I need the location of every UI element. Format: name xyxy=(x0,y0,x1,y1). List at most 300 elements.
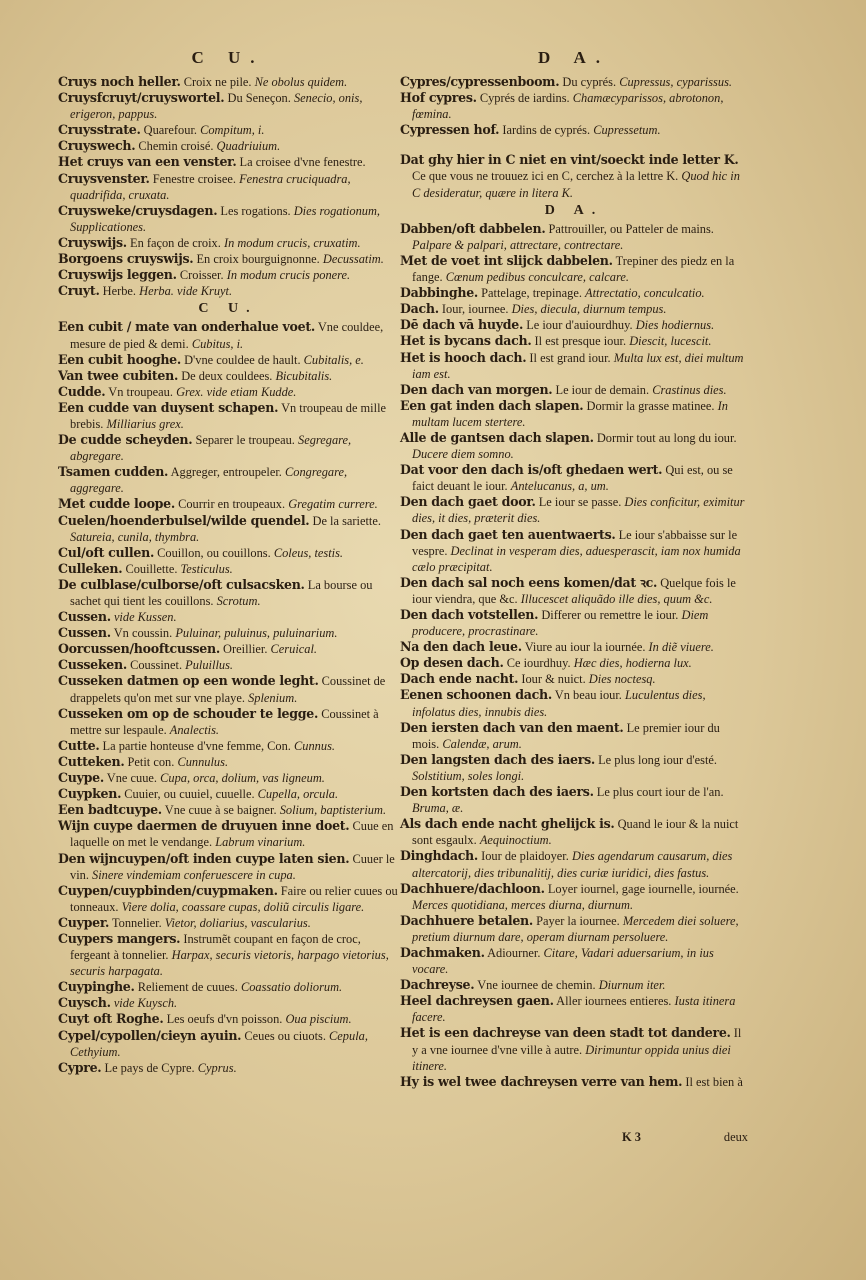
dictionary-entry xyxy=(58,657,398,673)
entry-latin: Milliarius grex. xyxy=(106,416,184,431)
left-subheader: C U. xyxy=(198,301,258,317)
entry-headword: Den dach van morgen. xyxy=(400,381,553,397)
entry-headword: Het is bycans dach. xyxy=(400,333,532,349)
dictionary-entry xyxy=(58,770,398,786)
dictionary-entry xyxy=(400,687,748,719)
entry-french: Coussinet à mettre sur lespaule. xyxy=(70,706,379,737)
dictionary-entry xyxy=(400,993,748,1025)
entry-headword: Cuysch. xyxy=(58,995,111,1011)
entry-french: Le pays de Cypre. xyxy=(104,1060,195,1075)
entry-headword: Cruysweke/cruysdagen. xyxy=(58,202,218,218)
entry-headword: Cusseken datmen op een wonde leght. xyxy=(58,673,319,689)
entry-latin: In modum crucis, cruxatim. xyxy=(223,235,361,250)
left-column-header: C U. xyxy=(191,48,265,67)
entry-french: Loyer iournel, gage iournelle, iournée. xyxy=(547,881,739,896)
entry-latin: Merces quotidiana, merces diurna, diurnum. xyxy=(412,897,634,912)
dictionary-entry xyxy=(400,350,748,382)
right-column xyxy=(400,48,748,1090)
dictionary-entry xyxy=(400,1074,748,1090)
dictionary-entry xyxy=(400,527,748,575)
entry-french: Ceues ou ciuots. xyxy=(244,1028,326,1043)
entry-french: Iardins de cyprés. xyxy=(502,123,591,138)
entry-latin: Diurnum iter. xyxy=(598,978,666,993)
entry-french: Tonnelier. xyxy=(111,915,162,930)
entry-french: Croisser. xyxy=(179,268,224,283)
dictionary-entry xyxy=(58,1011,398,1027)
dictionary-entry xyxy=(58,368,398,384)
entry-latin: In modum crucis ponere. xyxy=(226,268,351,283)
entry-headword: Cruysstrate. xyxy=(58,122,141,138)
entry-latin: Grex. vide etiam Kudde. xyxy=(176,384,297,399)
entry-headword: Den wijncuypen/oft inden cuype laten sien. xyxy=(58,850,350,866)
entry-headword: Een badtcuype. xyxy=(58,802,162,818)
entry-latin: Illucescet aliquãdo ille dies, quum &c. xyxy=(520,591,713,606)
right-column-header: D A. xyxy=(537,48,611,67)
entry-latin: Diem producere, procrastinare. xyxy=(412,608,709,639)
dictionary-entry xyxy=(400,122,748,138)
dictionary-entry xyxy=(58,138,398,154)
entry-latin: Puluillus. xyxy=(185,658,234,673)
entry-headword: Cuypinghe. xyxy=(58,979,135,995)
entry-headword: Den dach gaet door. xyxy=(400,494,536,510)
entry-latin: Coleus, testis. xyxy=(273,545,344,560)
dictionary-entry xyxy=(58,802,398,818)
cross-reference-note: Dat ghy hier in C niet en vint/soeckt inde letter K. Ce que vous ne trouuez ici en C, cerchez à la lettre K. Quod hic in C desideratur, quære in litera K. xyxy=(400,152,740,200)
entry-latin: vide Kuysch. xyxy=(113,996,178,1011)
entry-headword: Het is een dachreyse van deen stadt tot dandere. xyxy=(400,1025,731,1041)
dictionary-entry xyxy=(58,979,398,995)
entry-latin: Aequinoctium. xyxy=(479,833,552,848)
entry-headword: Cutteken. xyxy=(58,753,125,769)
entry-french: Adiourner. xyxy=(487,945,541,960)
entry-latin: Dies agendarum causarum, dies altercatorij, dies tribunalitij, dies curiæ iuridici, dies fastus. xyxy=(412,849,733,880)
entry-latin: Viere dolia, coassare cupas, doliũ circulis ligare. xyxy=(121,899,365,914)
dictionary-entry xyxy=(400,382,748,398)
catchword: deux xyxy=(723,1130,748,1144)
dictionary-entry xyxy=(58,235,398,251)
entry-headword: Cuyt oft Roghe. xyxy=(58,1011,164,1027)
entry-latin: Segregare, abgregare. xyxy=(70,433,352,464)
entry-french: Herbe. xyxy=(102,284,137,299)
entry-headword: Een gat inden dach slapen. xyxy=(400,397,584,413)
entry-headword: Cul/oft cullen. xyxy=(58,544,155,560)
entry-headword: Cruysvenster. xyxy=(58,170,150,186)
entry-french: Cyprés de iardins. xyxy=(479,91,570,106)
entry-french: La croisee d'vne fenestre. xyxy=(239,155,366,170)
entry-latin: Citare, Vadari aduersarium, in ius vocare. xyxy=(412,945,714,977)
entry-headword: Den dach gaet ten auentwaerts. xyxy=(400,526,616,542)
entry-latin: Crastinus dies. xyxy=(652,382,727,397)
entry-headword: Cruyswech. xyxy=(58,138,136,154)
entry-french: Dormir la grasse matinee. xyxy=(586,398,715,413)
entry-latin: Compitum, i. xyxy=(200,123,265,138)
entry-latin: Cepula, Cethyium. xyxy=(70,1028,368,1059)
entry-headword: Cruys noch heller. xyxy=(58,74,181,89)
dictionary-entry xyxy=(400,285,748,301)
dictionary-entry xyxy=(400,816,748,848)
dictionary-entry xyxy=(58,738,398,754)
dictionary-entry xyxy=(58,154,398,170)
dictionary-entry xyxy=(400,607,748,639)
entry-headword: Hof cypres. xyxy=(400,90,477,106)
entry-headword: Den langsten dach des iaers. xyxy=(400,751,595,767)
entry-latin: Dies, diecula, diurnum tempus. xyxy=(511,302,667,317)
entry-latin: Coassatio doliorum. xyxy=(240,980,343,995)
dictionary-entry xyxy=(400,253,748,285)
dictionary-entry xyxy=(400,317,748,333)
entry-french: Separer le troupeau. xyxy=(195,433,295,448)
entry-headword: Heel dachreysen gaen. xyxy=(400,993,554,1009)
dictionary-entry xyxy=(400,462,748,494)
right-entries xyxy=(400,74,748,138)
entry-latin: Cubitus, i. xyxy=(191,336,244,351)
entry-latin: Herba. vide Kruyt. xyxy=(139,284,233,299)
entry-french: Faire ou relier cuues ou tonneaux. xyxy=(70,883,398,914)
dictionary-entry xyxy=(400,639,748,655)
entry-headword: Een cubit / mate van onderhalue voet. xyxy=(58,319,315,335)
entry-french: Reliement de cuues. xyxy=(137,980,238,995)
right-entries-2 xyxy=(400,253,748,1090)
left-entries xyxy=(58,74,398,299)
entry-headword: Cuypers mangers. xyxy=(58,930,181,946)
entry-headword: Dinghdach. xyxy=(400,848,478,864)
entry-french: En façon de croix. xyxy=(130,235,221,250)
dictionary-entry xyxy=(400,784,748,816)
dictionary-entry xyxy=(58,673,398,705)
entry-headword: Oorcussen/hooftcussen. xyxy=(58,641,220,657)
entry-headword: Cruyswijs. xyxy=(58,234,127,250)
dictionary-entry xyxy=(58,786,398,802)
entry-headword: Na den dach leue. xyxy=(400,639,522,655)
dictionary-entry xyxy=(58,577,398,609)
entry-french: Coussinet. xyxy=(130,658,183,673)
entry-french: Aller iournees entieres. xyxy=(556,994,672,1009)
entry-headword: Cruyt. xyxy=(58,283,100,299)
entry-headword: De cudde scheyden. xyxy=(58,432,193,448)
entry-headword: Dabbinghe. xyxy=(400,285,478,301)
entry-french: Iour & nuict. xyxy=(521,672,586,687)
entry-french: Vn troupeau. xyxy=(108,384,173,399)
entry-french: Pattelage, trepinage. xyxy=(481,286,582,301)
entry-headword: Dachhuere betalen. xyxy=(400,912,533,928)
entry-french: Le plus court iour de l'an. xyxy=(596,785,724,800)
entry-latin: Cunnus. xyxy=(294,738,335,753)
dictionary-entry xyxy=(58,171,398,203)
entry-latin: Declinat in vesperam dies, aduesperascit, iam nox humida cælo præcipitat. xyxy=(412,543,741,574)
entry-headword: Alle de gantsen dach slapen. xyxy=(400,429,594,445)
dictionary-entry xyxy=(58,851,398,883)
entry-latin: Cupressetum. xyxy=(593,123,661,138)
entry-french: Fenestre croisee. xyxy=(152,171,236,186)
entry-headword: De culblase/culborse/oft culsacsken. xyxy=(58,576,305,592)
entry-latin: In multam lucem stertere. xyxy=(412,398,728,429)
dictionary-entry xyxy=(400,430,748,462)
dictionary-entry xyxy=(58,267,398,283)
dictionary-entry xyxy=(58,464,398,496)
dictionary-entry xyxy=(400,90,748,122)
entry-french: Vne cuue. xyxy=(106,771,158,786)
dictionary-entry xyxy=(400,575,748,607)
entry-french: Le iour d'auiourdhuy. xyxy=(526,318,633,333)
entry-headword: Cruyswijs leggen. xyxy=(58,267,177,283)
entry-headword: Dachhuere/dachloon. xyxy=(400,880,545,896)
entry-french: Iour de plaidoyer. xyxy=(481,849,569,864)
entry-french: Couillon, ou couillons. xyxy=(157,545,271,560)
entry-headword: Hy is wel twee dachreysen verre van hem. xyxy=(400,1073,683,1089)
entry-french: Il est bien à xyxy=(685,1074,743,1089)
entry-french: La bourse ou sachet qui tient les couillons. xyxy=(70,577,373,608)
entry-headword: Het is hooch dach. xyxy=(400,349,527,365)
entry-french: Croix ne pile. xyxy=(183,75,252,89)
entry-french: Instrumẽt coupant en façon de croc, fergeant à tonnelier. xyxy=(70,931,361,963)
entry-french: Payer la iournee. xyxy=(536,913,620,928)
dictionary-entry xyxy=(58,561,398,577)
entry-latin: Labrum vinarium. xyxy=(215,835,306,850)
entry-latin: Dirimuntur oppida unius diei itinere. xyxy=(412,1042,731,1073)
entry-french: Differer ou remettre le iour. xyxy=(541,608,679,622)
dictionary-entry xyxy=(58,883,398,915)
entry-french: Quand le iour & la nuict sont esgaulx. xyxy=(412,817,739,848)
entry-french: Il y a vne iournee d'vne ville à autre. xyxy=(412,1026,742,1057)
dictionary-entry xyxy=(58,203,398,235)
entry-latin: In diẽ viuere. xyxy=(648,640,714,655)
entry-french: Le iour se passe. xyxy=(538,495,622,510)
entry-french: Vne iournee de chemin. xyxy=(477,978,596,993)
entry-french: Trepiner des piedz en la fange. xyxy=(412,253,735,285)
entry-headword: Cuype. xyxy=(58,770,104,786)
entry-headword: Cuypen/cuypbinden/cuypmaken. xyxy=(58,882,278,898)
dictionary-entry xyxy=(58,122,398,138)
entry-headword: Den dach sal noch eens komen/dat ꝛc. xyxy=(400,574,658,590)
entry-latin: Senecio, onis, erigeron, pappus. xyxy=(70,91,363,122)
dictionary-entry xyxy=(58,915,398,931)
entry-latin: Congregare, aggregare. xyxy=(70,465,348,496)
entry-latin: Scrotum. xyxy=(216,594,261,608)
entry-french: Cuue en laquelle on met le vendange. xyxy=(70,819,394,850)
entry-headword: Den dach votstellen. xyxy=(400,607,539,622)
entry-latin: Solstitium, soles longi. xyxy=(412,768,525,783)
signature-mark: K 3 xyxy=(622,1130,641,1144)
entry-latin: Calendæ, arum. xyxy=(442,736,522,751)
dictionary-entry xyxy=(400,494,748,526)
entry-headword: Het cruys van een venster. xyxy=(58,154,237,170)
entry-latin: Cubitalis, e. xyxy=(303,352,364,367)
dictionary-entry xyxy=(400,945,748,977)
entry-french: Vn troupeau de mille brebis. xyxy=(70,400,387,431)
entry-latin: Ducere diem somno. xyxy=(412,447,514,462)
dictionary-entry xyxy=(58,1028,398,1060)
entry-headword: Cypres/cypressenboom. xyxy=(400,74,560,89)
left-entries-2 xyxy=(58,319,398,1075)
entry-headword: Op desen dach. xyxy=(400,655,504,671)
entry-french: Les rogations. xyxy=(220,203,291,218)
entry-latin: Cupella, orcula. xyxy=(257,787,339,802)
dictionary-entry xyxy=(58,706,398,738)
entry-headword: Van twee cubiten. xyxy=(58,367,179,383)
entry-latin: Harpax, securis vietoris, harpago vietorius, securis harpagata. xyxy=(70,948,389,979)
entry-latin: Multa lux est, diei multum iam est. xyxy=(412,350,744,381)
dictionary-entry xyxy=(400,398,748,430)
entry-french: Vn beau iour. xyxy=(554,688,622,703)
entry-french: Iour, iournee. xyxy=(441,302,509,317)
entry-french: Il est presque iour. xyxy=(534,334,627,349)
dictionary-entry xyxy=(58,818,398,850)
entry-headword: Als dach ende nacht ghelijck is. xyxy=(400,816,615,832)
entry-headword: Tsamen cudden. xyxy=(58,464,169,480)
entry-french: Du Seneçon. xyxy=(227,91,291,106)
entry-french: Il est grand iour. xyxy=(529,350,611,365)
dictionary-entry xyxy=(400,655,748,671)
dictionary-entry xyxy=(58,319,398,351)
dictionary-entry xyxy=(58,931,398,979)
entry-french: D'vne couldee de hault. xyxy=(184,352,301,367)
entry-latin: Splenium. xyxy=(248,690,298,705)
entry-french: Vn coussin. xyxy=(113,626,173,641)
entry-latin: Quadriuium. xyxy=(216,139,281,154)
entry-french: Vne couldee, mesure de pied & demi. xyxy=(70,320,384,351)
entry-headword: Cussen. xyxy=(58,625,111,641)
entry-latin: vide Kussen. xyxy=(113,610,177,625)
entry-latin: Gregatim currere. xyxy=(288,497,378,512)
entry-french: Petit con. xyxy=(127,754,175,769)
entry-french: Cuuer le vin. xyxy=(70,851,395,882)
entry-french: Vne cuue à se baigner. xyxy=(164,803,277,818)
dictionary-entry xyxy=(58,609,398,625)
dictionary-entry xyxy=(58,496,398,512)
entry-headword: Cuyper. xyxy=(58,914,110,930)
entry-latin: Vietor, doliarius, vascularius. xyxy=(164,915,311,930)
entry-latin: Testiculus. xyxy=(180,561,233,576)
entry-french: Le iour de demain. xyxy=(555,382,650,397)
entry-latin: Ceruical. xyxy=(270,642,318,657)
entry-french: Ce iourdhuy. xyxy=(506,656,571,671)
dictionary-entry xyxy=(400,720,748,752)
entry-latin: Dies conficitur, eximitur dies, it dies, præterit dies. xyxy=(412,495,745,526)
entry-french: Le plus long iour d'esté. xyxy=(598,752,717,767)
entry-french: Quelque fois le iour viendra, que &c. xyxy=(412,575,736,606)
entry-headword: Dat voor den dach is/oft ghedaen wert. xyxy=(400,462,663,478)
dictionary-entry xyxy=(400,74,748,90)
dictionary-entry xyxy=(400,913,748,945)
entry-latin: Bruma, æ. xyxy=(412,801,464,816)
entry-headword: Den kortsten dach des iaers. xyxy=(400,784,594,800)
entry-headword: Cruysfcruyt/cruyswortel. xyxy=(58,90,225,106)
entry-latin: Luculentus dies, infolatus dies, innubis dies. xyxy=(412,688,706,719)
entry-latin: Decussatim. xyxy=(322,252,384,267)
entry-latin: Puluinar, puluinus, puluinarium. xyxy=(175,626,338,641)
entry-headword: Culleken. xyxy=(58,560,123,576)
entry-latin: Bicubitalis. xyxy=(275,368,333,383)
dictionary-entry xyxy=(400,1025,748,1073)
entry-headword: Dach ende nacht. xyxy=(400,671,519,687)
entry-latin: Cœnum pedibus conculcare, calcare. xyxy=(445,270,629,285)
dictionary-entry xyxy=(400,301,748,317)
right-subheader: D A. xyxy=(544,202,604,218)
entry-latin: Cupa, orca, dolium, vas ligneum. xyxy=(160,771,325,786)
entry-latin: Oua piscium. xyxy=(285,1012,352,1027)
entry-latin: Analectis. xyxy=(169,722,220,737)
entry-french: Le iour s'abbaisse sur le vespre. xyxy=(412,527,738,558)
entry-latin: Dies rogationum, Supplicationes. xyxy=(70,203,381,234)
entry-latin: Hæc dies, hodierna lux. xyxy=(573,656,692,671)
entry-headword: Cypel/cypollen/cieyn ayuin. xyxy=(58,1027,242,1043)
entry-headword: Cusseken om op de schouder te legge. xyxy=(58,705,319,721)
entry-headword: Dē dach vā huyde. xyxy=(400,317,524,333)
dictionary-entry xyxy=(400,333,748,349)
entry-headword: Wijn cuype daermen de druyuen inne doet. xyxy=(58,818,350,834)
entry-french: Dormir tout au long du iour. xyxy=(596,430,737,445)
entry-headword: Cutte. xyxy=(58,737,100,753)
dictionary-entry xyxy=(58,384,398,400)
entry-latin: Solium, baptisterium. xyxy=(279,803,387,818)
entry-latin: Chamæcyparissos, abrotonon, fœmina. xyxy=(412,91,724,122)
entry-headword: Dach. xyxy=(400,301,439,317)
entry-latin: Cyprus. xyxy=(197,1060,237,1075)
entry-headword: Den iersten dach van den maent. xyxy=(400,719,624,735)
entry-headword: Dachmaken. xyxy=(400,944,485,960)
entry-french: De la sariette. xyxy=(312,513,381,528)
entry-french: Couillette. xyxy=(125,561,178,576)
dictionary-entry xyxy=(58,283,398,299)
entry-headword: Met cudde loope. xyxy=(58,496,175,512)
entry-latin: Antelucanus, a, um. xyxy=(510,479,609,494)
dictionary-entry xyxy=(400,881,748,913)
entry-french: Les oeufs d'vn poisson. xyxy=(166,1012,283,1027)
entry-headword: Cuypken. xyxy=(58,786,122,802)
dictionary-entry xyxy=(58,641,398,657)
entry-headword: Cudde. xyxy=(58,383,106,399)
entry-latin: Ne obolus quidem. xyxy=(254,75,348,89)
entry-latin: Iusta itinera facere. xyxy=(412,994,736,1025)
entry-latin: Mercedem diei soluere, pretium diurnum dare, operam diurnam persoluere. xyxy=(412,913,739,944)
entry-latin: Diescit, lucescit. xyxy=(629,334,712,349)
entry-french: Du cyprés. xyxy=(562,75,617,89)
dictionary-entry xyxy=(400,977,748,993)
entry-headword: Dachreyse. xyxy=(400,977,475,993)
entry-french: Aggreger, entroupeler. xyxy=(170,465,282,480)
entry-french: Viure au iour la iournée. xyxy=(524,640,646,655)
first-entry-with-dropcap: Dabben/oft dabbelen. Pattrouiller, ou Patteler de mains. Palpare & palpari, attrectare, contrectare. xyxy=(400,220,714,252)
entry-french: La partie honteuse d'vne femme, Con. xyxy=(102,738,291,753)
left-column xyxy=(58,48,398,1076)
entry-latin: Fenestra cruciquadra, quadrifida, cruxata. xyxy=(70,171,351,202)
dictionary-entry xyxy=(58,1060,398,1076)
entry-french: Quarefour. xyxy=(143,123,197,138)
dictionary-entry xyxy=(58,754,398,770)
entry-latin: Dies hodiernus. xyxy=(635,318,715,333)
dictionary-entry xyxy=(400,752,748,784)
entry-latin: Attrectatio, conculcatio. xyxy=(585,286,705,301)
dictionary-entry xyxy=(58,352,398,368)
entry-french: Chemin croisé. xyxy=(138,139,214,154)
entry-headword: Cusseken. xyxy=(58,657,127,673)
entry-latin: Cupressus, cyparissus. xyxy=(619,75,732,89)
entry-latin: Cunnulus. xyxy=(177,754,229,769)
dictionary-entry xyxy=(58,74,398,90)
entry-headword: Een cudde van duysent schapen. xyxy=(58,399,279,415)
entry-french: Courrir en troupeaux. xyxy=(178,497,286,512)
dictionary-entry xyxy=(58,545,398,561)
entry-french: Oreillier. xyxy=(223,642,268,657)
entry-french: En croix bourguignonne. xyxy=(196,252,320,267)
entry-french: Cuuier, ou cuuiel, cuuelle. xyxy=(124,787,255,802)
entry-latin: Sinere vindemiam conferuescere in cupa. xyxy=(92,867,296,882)
entry-headword: Cypressen hof. xyxy=(400,122,500,138)
entry-latin: Satureia, cunila, thymbra. xyxy=(70,529,200,544)
entry-latin: Dies noctesq. xyxy=(588,672,656,687)
entry-headword: Een cubit hooghe. xyxy=(58,351,181,367)
dictionary-entry xyxy=(58,995,398,1011)
